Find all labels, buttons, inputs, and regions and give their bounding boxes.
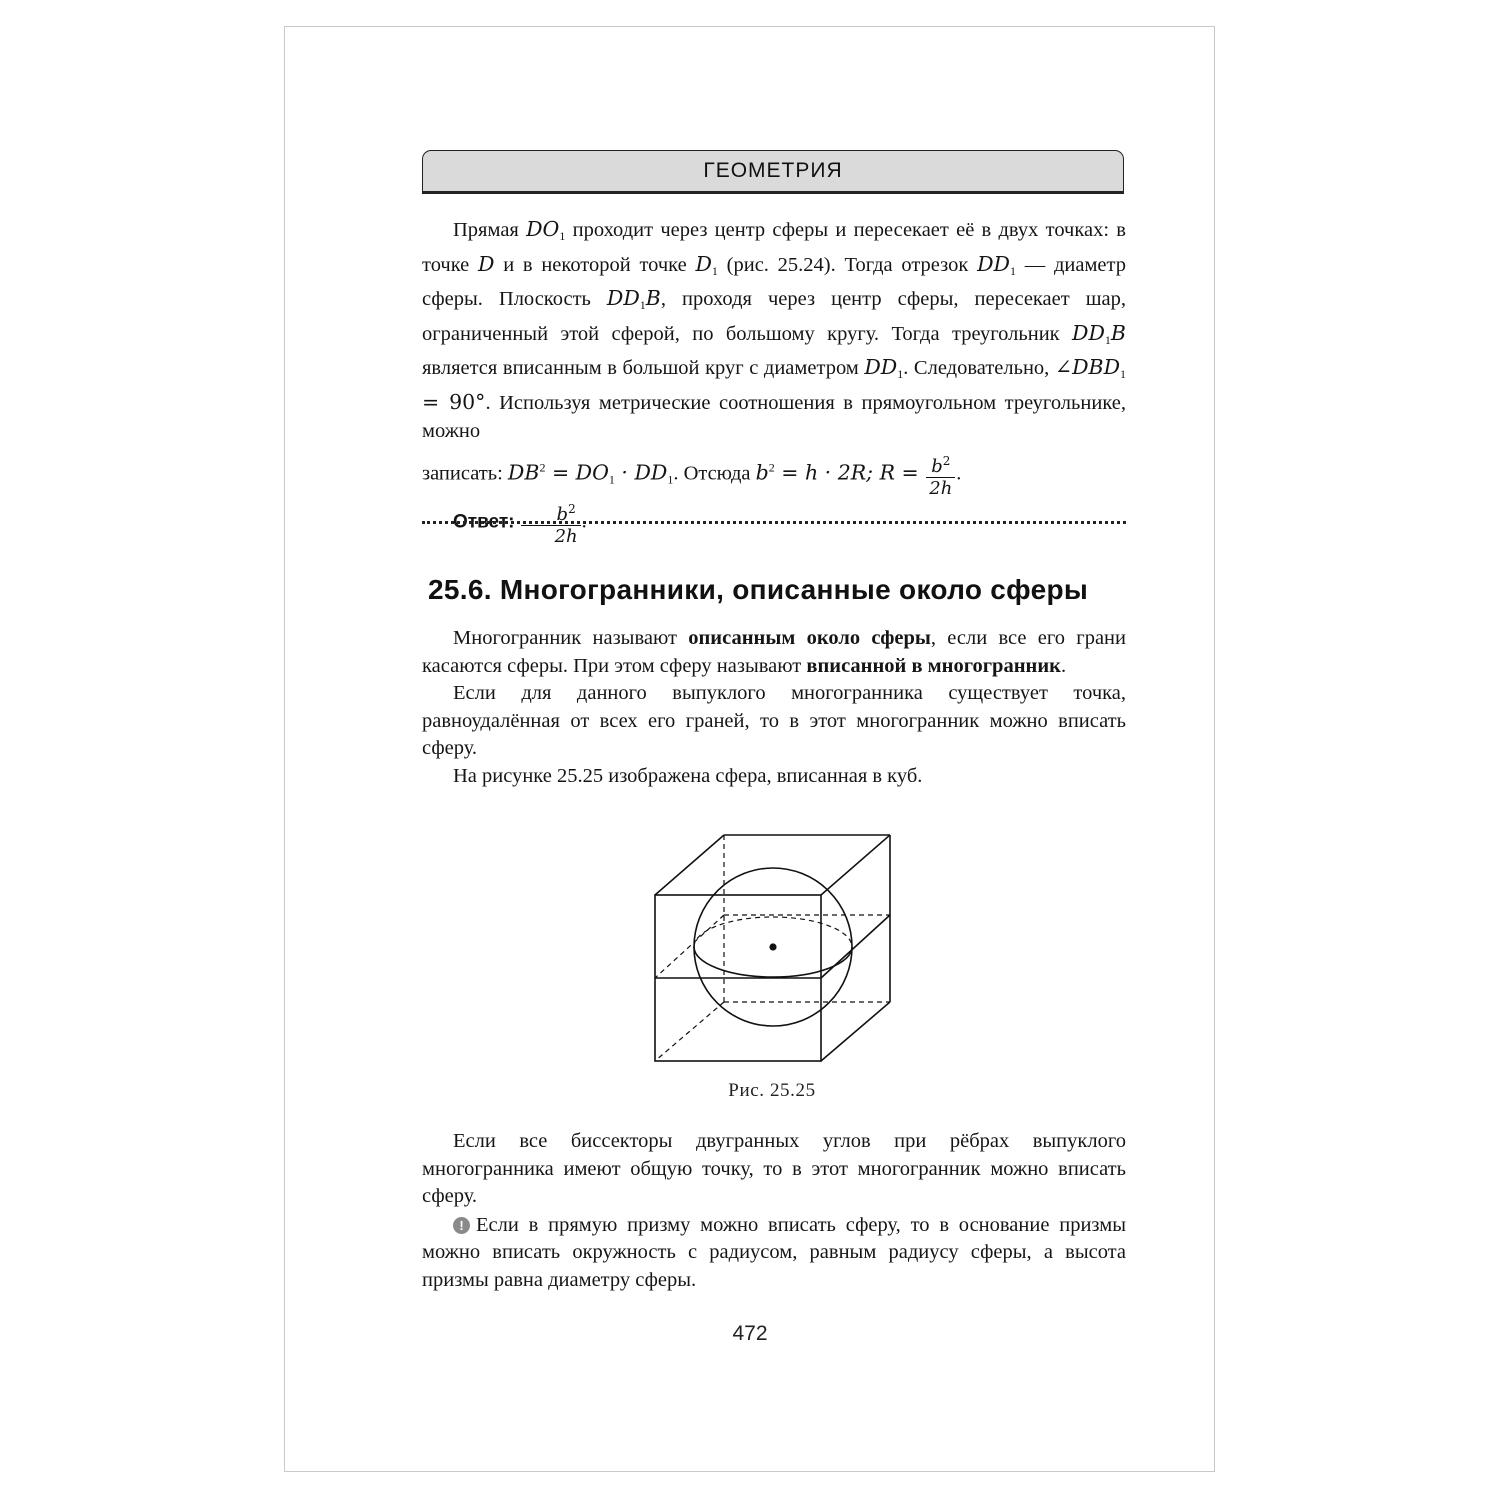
exclamation-icon: !	[453, 1217, 470, 1234]
solution-paragraph: Прямая $DO_1$ проходит через центр сферы и пересекает её в двух точках: в точке D и в некоторой точке $D_1$ (рис. 25.24). Тогда отрезок $DD_1$ — диаметр сферы. Плоскость $DD_1B$, проходя через центр сферы, пересекает шар, ограниченный этой сферой, по большому кругу. Тогда треугольник $DD_1B$ является вписанным в большой круг с диаметром $DD_1$. Следовательно, $\angle DBD_1 = 90^\circ$. Используя метрические соотношения в прямоугольном треугольнике, можно	[422, 217, 1127, 442]
definition-paragraph: Многогранник называют описанным около сферы, если все его грани касаются сферы. При этом сферу называют вписанной в многогранник.	[422, 627, 1126, 677]
answer-fraction: $\frac{b^2}{2h}$	[521, 499, 581, 547]
section-body-continued	[422, 1128, 1126, 1295]
radius-fraction: $\frac{b^2}{2h}$	[926, 451, 955, 499]
cube-edge	[655, 835, 724, 895]
solution-formula-line: записать: $DB^2 = DO_1 \cdot DD_1$. Отсюда $b^2 = h \cdot 2R$; R = $\frac{b^2}{2h}$ .	[422, 451, 1126, 499]
paragraph-figure-reference: На рисунке 25.25 изображена сфера, вписанная в куб.	[453, 764, 923, 787]
answer-line: Ответ: $\frac{b^2}{2h}$ .	[422, 499, 1126, 547]
sphere-equator-front	[694, 947, 852, 977]
section-heading: 25.6. Многогранники, описанные около сферы	[428, 574, 1089, 605]
section-body	[422, 625, 1126, 791]
running-header	[422, 150, 1124, 194]
cube-with-inscribed-sphere-figure	[640, 825, 900, 1070]
note-paragraph: ! Если в прямую призму можно вписать сферу, то в основание призмы можно вписать окружность с радиусом, равным радиусу сферы, а высота призмы равна диаметру сферы.	[422, 1213, 1126, 1291]
cube-edge	[821, 835, 890, 895]
middle-section-right	[821, 915, 890, 978]
page-number: 472	[732, 1322, 768, 1345]
answer-label: Ответ:	[453, 511, 515, 533]
paragraph-bisectors: Если все биссекторы двугранных углов при рёбрах выпуклого многогранника имеют общую точку, то в этот многогранник можно вписать сферу.	[422, 1130, 1126, 1208]
running-header-title: ГЕОМЕТРИЯ	[703, 159, 843, 182]
figure-caption: Рис. 25.25	[728, 1080, 816, 1101]
solution-block	[422, 216, 1126, 547]
dotted-divider	[422, 521, 1126, 524]
sphere-center-point	[769, 943, 776, 950]
cube-edge	[821, 1002, 890, 1061]
paragraph-equidistant-point: Если для данного выпуклого многогранника существует точка, равноудалённая от всех его граней, то в этот многогранник можно вписать сферу.	[422, 682, 1126, 760]
